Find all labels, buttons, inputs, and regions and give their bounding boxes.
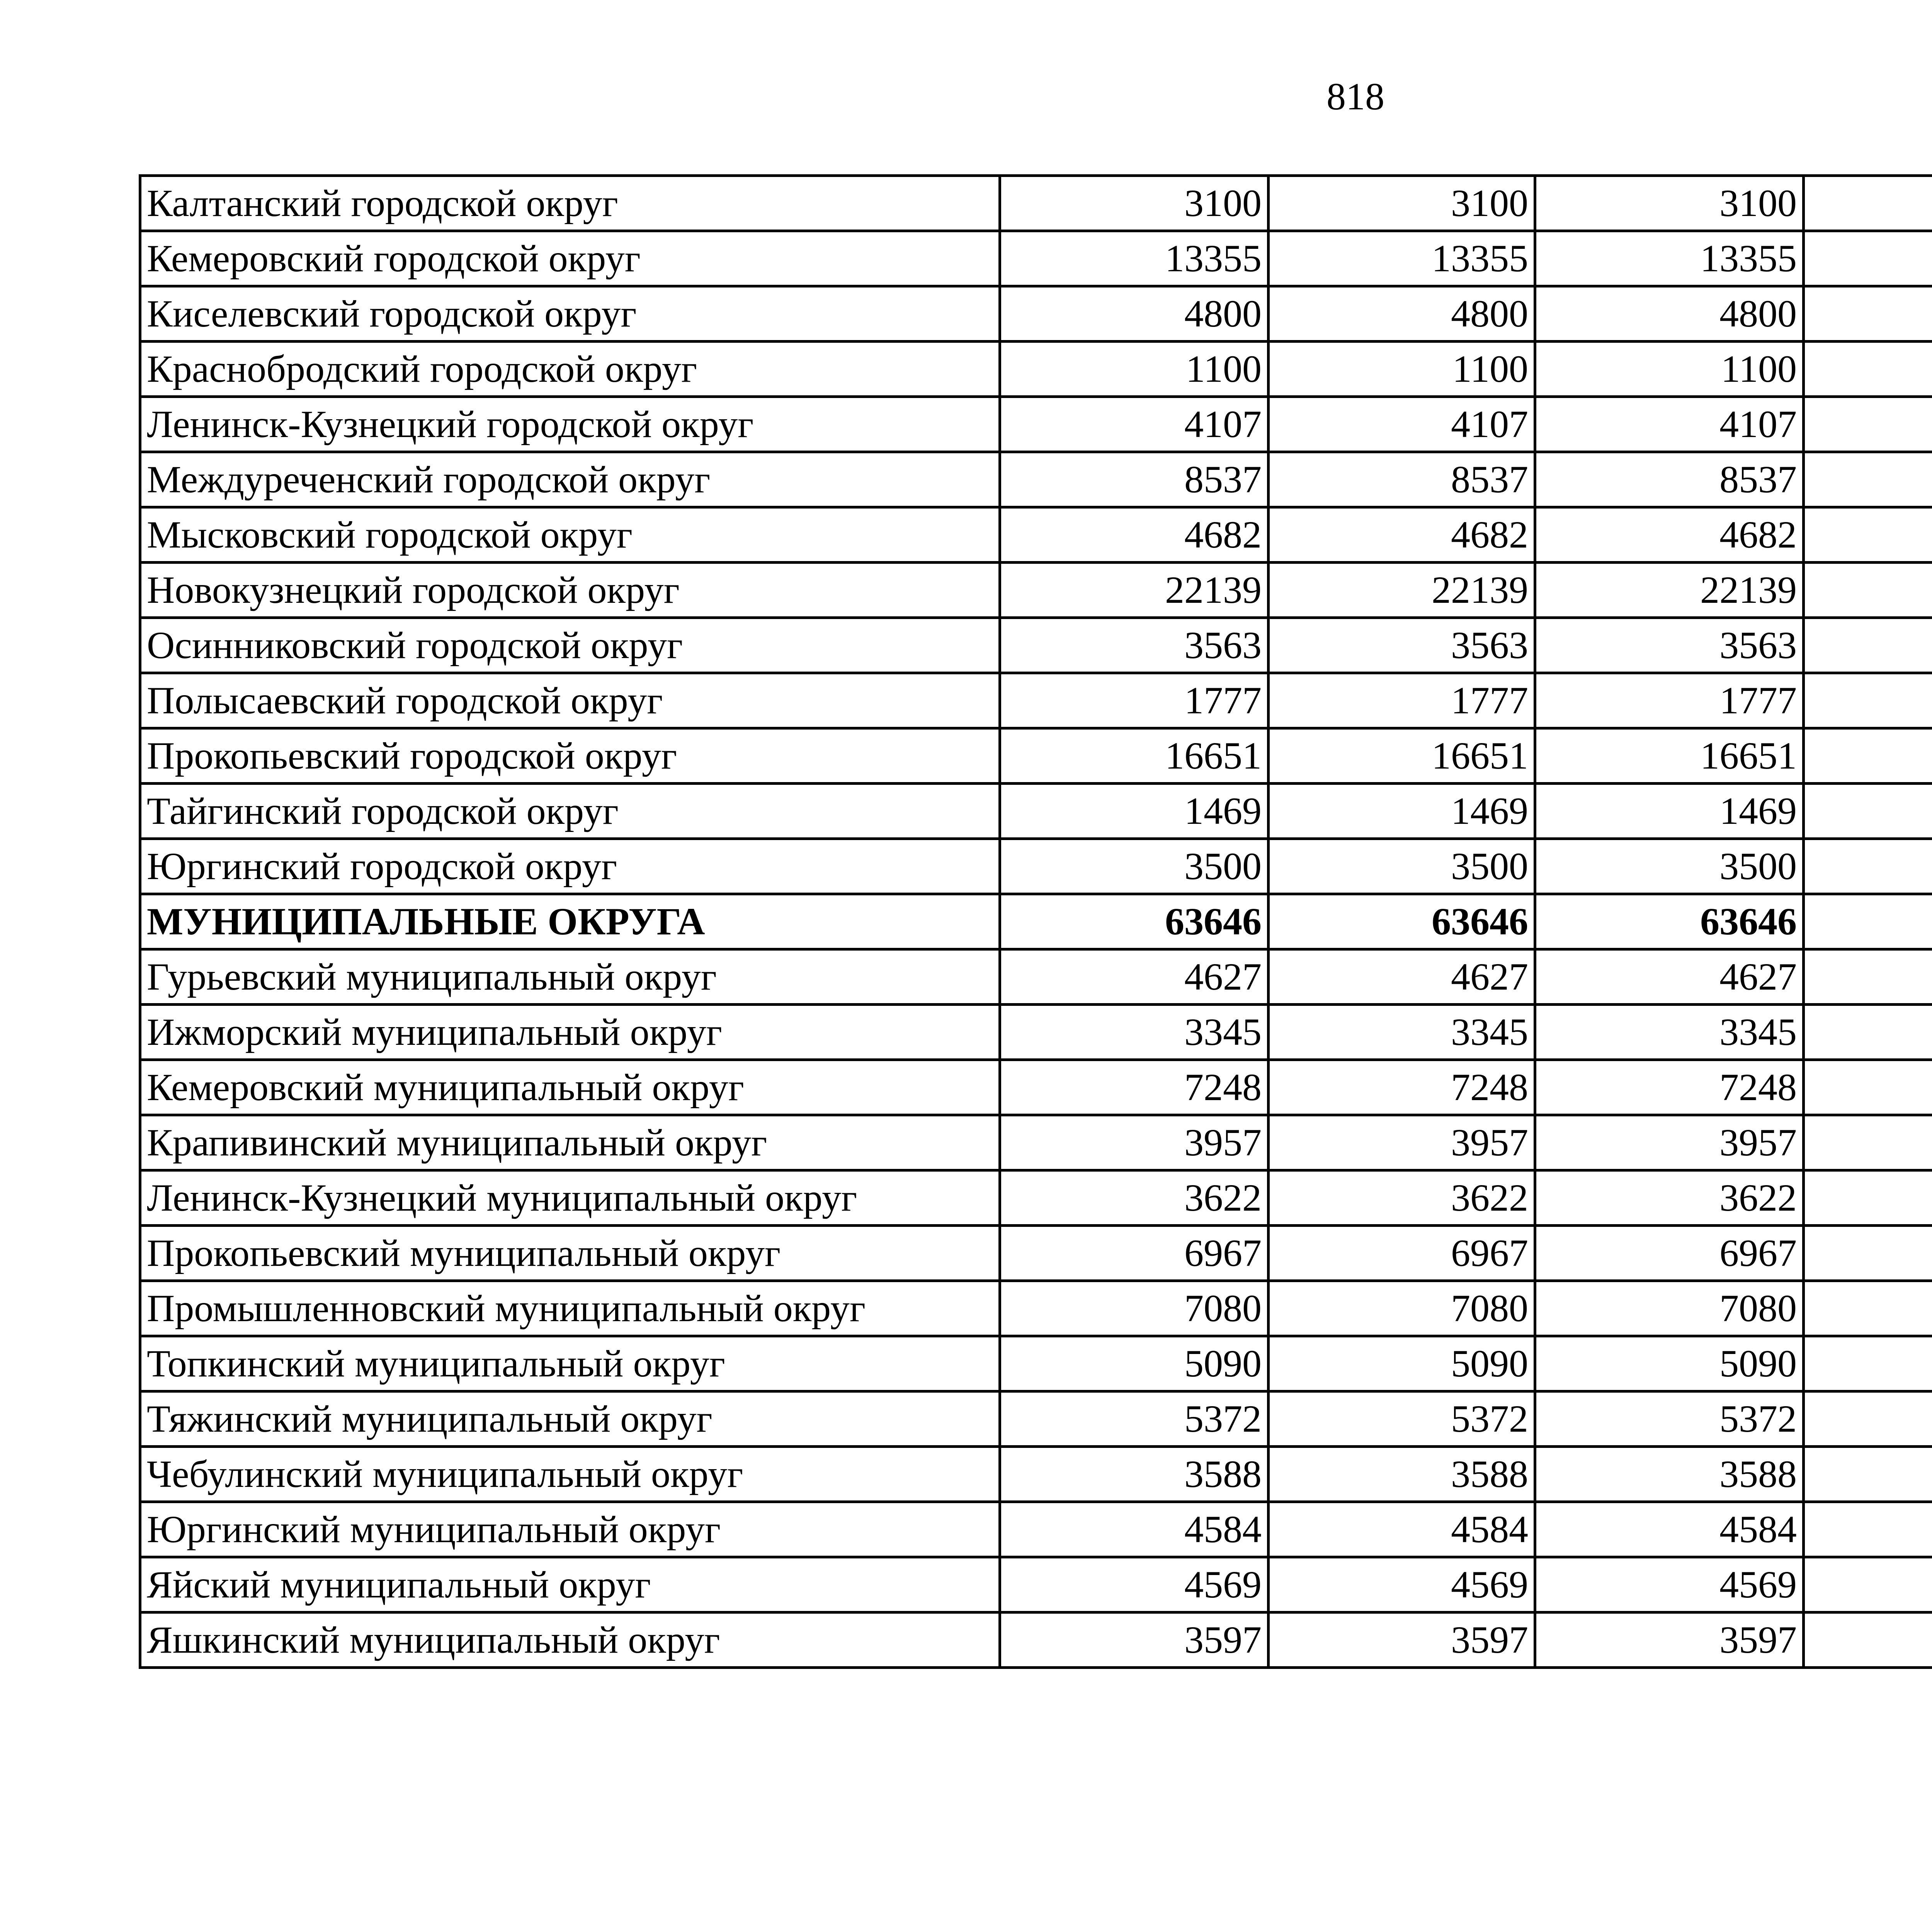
value-cell-2: 4569 bbox=[1269, 1557, 1535, 1613]
value-cell-1: 1469 bbox=[1000, 784, 1269, 839]
value-cell-1: 1777 bbox=[1000, 673, 1269, 728]
table-row bbox=[140, 342, 1932, 397]
value-cell-2: 3622 bbox=[1269, 1170, 1535, 1226]
table-row bbox=[140, 784, 1932, 839]
row-name-cell: Осинниковский городской округ bbox=[140, 618, 1000, 673]
value-cell-3: 3563 bbox=[1535, 618, 1804, 673]
value-cell-3: 1100 bbox=[1535, 342, 1804, 397]
row-name-cell: Кемеровский муниципальный округ bbox=[140, 1060, 1000, 1115]
value-cell-4 bbox=[1804, 1115, 1932, 1170]
row-name-cell: МУНИЦИПАЛЬНЫЕ ОКРУГА bbox=[140, 894, 1000, 949]
table-row bbox=[140, 1447, 1932, 1502]
table-row bbox=[140, 1613, 1932, 1668]
table-row bbox=[140, 618, 1932, 673]
value-cell-4 bbox=[1804, 1613, 1932, 1668]
row-name-cell: Яшкинский муниципальный округ bbox=[140, 1613, 1000, 1668]
value-cell-3: 8537 bbox=[1535, 452, 1804, 507]
row-name-cell: Междуреченский городской округ bbox=[140, 452, 1000, 507]
value-cell-4 bbox=[1804, 563, 1932, 618]
value-cell-3: 6967 bbox=[1535, 1226, 1804, 1281]
table-row bbox=[140, 1336, 1932, 1391]
value-cell-1: 6967 bbox=[1000, 1226, 1269, 1281]
value-cell-2: 3500 bbox=[1269, 839, 1535, 894]
row-name-cell: Яйский муниципальный округ bbox=[140, 1557, 1000, 1613]
value-cell-2: 3345 bbox=[1269, 1005, 1535, 1060]
value-cell-4 bbox=[1804, 728, 1932, 784]
value-cell-2: 4107 bbox=[1269, 397, 1535, 452]
row-name-cell: Промышленновский муниципальный округ bbox=[140, 1281, 1000, 1336]
table-row bbox=[140, 507, 1932, 563]
value-cell-4 bbox=[1804, 1447, 1932, 1502]
table-row bbox=[140, 563, 1932, 618]
value-cell-1: 7248 bbox=[1000, 1060, 1269, 1115]
value-cell-3: 16651 bbox=[1535, 728, 1804, 784]
value-cell-1: 16651 bbox=[1000, 728, 1269, 784]
value-cell-3: 3597 bbox=[1535, 1613, 1804, 1668]
value-cell-2: 1777 bbox=[1269, 673, 1535, 728]
row-name-cell: Кемеровский городской округ bbox=[140, 231, 1000, 286]
value-cell-2: 5090 bbox=[1269, 1336, 1535, 1391]
value-cell-4 bbox=[1804, 1336, 1932, 1391]
value-cell-1: 7080 bbox=[1000, 1281, 1269, 1336]
table-row bbox=[140, 452, 1932, 507]
value-cell-3: 4627 bbox=[1535, 949, 1804, 1005]
value-cell-4 bbox=[1804, 1170, 1932, 1226]
value-cell-3: 4584 bbox=[1535, 1502, 1804, 1557]
row-name-cell: Новокузнецкий городской округ bbox=[140, 563, 1000, 618]
row-name-cell: Ленинск-Кузнецкий муниципальный округ bbox=[140, 1170, 1000, 1226]
value-cell-4 bbox=[1804, 1391, 1932, 1447]
table-row bbox=[140, 1005, 1932, 1060]
row-name-cell: Киселевский городской округ bbox=[140, 286, 1000, 342]
value-cell-1: 3345 bbox=[1000, 1005, 1269, 1060]
value-cell-3: 1469 bbox=[1535, 784, 1804, 839]
value-cell-2: 7080 bbox=[1269, 1281, 1535, 1336]
value-cell-2: 3957 bbox=[1269, 1115, 1535, 1170]
value-cell-4 bbox=[1804, 1060, 1932, 1115]
value-cell-3: 7080 bbox=[1535, 1281, 1804, 1336]
row-name-cell: Калтанский городской округ bbox=[140, 176, 1000, 231]
value-cell-2: 4584 bbox=[1269, 1502, 1535, 1557]
value-cell-1: 63646 bbox=[1000, 894, 1269, 949]
value-cell-4 bbox=[1804, 176, 1932, 231]
value-cell-1: 4569 bbox=[1000, 1557, 1269, 1613]
table-row bbox=[140, 286, 1932, 342]
value-cell-2: 3100 bbox=[1269, 176, 1535, 231]
value-cell-4 bbox=[1804, 1281, 1932, 1336]
value-cell-3: 3500 bbox=[1535, 839, 1804, 894]
value-cell-2: 16651 bbox=[1269, 728, 1535, 784]
table-row bbox=[140, 673, 1932, 728]
row-name-cell: Ижморский муниципальный округ bbox=[140, 1005, 1000, 1060]
value-cell-2: 22139 bbox=[1269, 563, 1535, 618]
page-number: 818 bbox=[1327, 75, 1384, 118]
value-cell-2: 1100 bbox=[1269, 342, 1535, 397]
value-cell-1: 4584 bbox=[1000, 1502, 1269, 1557]
row-name-cell: Юргинский городской округ bbox=[140, 839, 1000, 894]
table-row bbox=[140, 839, 1932, 894]
row-name-cell: Прокопьевский городской округ bbox=[140, 728, 1000, 784]
row-name-cell: Полысаевский городской округ bbox=[140, 673, 1000, 728]
value-cell-1: 1100 bbox=[1000, 342, 1269, 397]
value-cell-3: 3588 bbox=[1535, 1447, 1804, 1502]
row-name-cell: Тяжинский муниципальный округ bbox=[140, 1391, 1000, 1447]
row-name-cell: Крапивинский муниципальный округ bbox=[140, 1115, 1000, 1170]
table-row bbox=[140, 231, 1932, 286]
value-cell-4 bbox=[1804, 1226, 1932, 1281]
value-cell-3: 3957 bbox=[1535, 1115, 1804, 1170]
value-cell-4 bbox=[1804, 618, 1932, 673]
value-cell-3: 4800 bbox=[1535, 286, 1804, 342]
row-name-cell: Гурьевский муниципальный округ bbox=[140, 949, 1000, 1005]
table-row bbox=[140, 949, 1932, 1005]
table-row bbox=[140, 1391, 1932, 1447]
value-cell-4 bbox=[1804, 894, 1932, 949]
row-name-cell: Прокопьевский муниципальный округ bbox=[140, 1226, 1000, 1281]
value-cell-1: 3588 bbox=[1000, 1447, 1269, 1502]
value-cell-1: 3100 bbox=[1000, 176, 1269, 231]
table-row bbox=[140, 397, 1932, 452]
value-cell-4 bbox=[1804, 286, 1932, 342]
value-cell-3: 3100 bbox=[1535, 176, 1804, 231]
value-cell-1: 3597 bbox=[1000, 1613, 1269, 1668]
value-cell-3: 3345 bbox=[1535, 1005, 1804, 1060]
value-cell-1: 4682 bbox=[1000, 507, 1269, 563]
value-cell-4 bbox=[1804, 1502, 1932, 1557]
table-row bbox=[140, 728, 1932, 784]
value-cell-4 bbox=[1804, 1557, 1932, 1613]
value-cell-4 bbox=[1804, 949, 1932, 1005]
value-cell-4 bbox=[1804, 452, 1932, 507]
value-cell-2: 13355 bbox=[1269, 231, 1535, 286]
value-cell-1: 3957 bbox=[1000, 1115, 1269, 1170]
value-cell-3: 13355 bbox=[1535, 231, 1804, 286]
row-name-cell: Краснобродский городской округ bbox=[140, 342, 1000, 397]
value-cell-3: 63646 bbox=[1535, 894, 1804, 949]
value-cell-1: 3563 bbox=[1000, 618, 1269, 673]
value-cell-1: 5372 bbox=[1000, 1391, 1269, 1447]
table-row bbox=[140, 1557, 1932, 1613]
value-cell-4 bbox=[1804, 397, 1932, 452]
value-cell-3: 4107 bbox=[1535, 397, 1804, 452]
value-cell-3: 7248 bbox=[1535, 1060, 1804, 1115]
value-cell-1: 3500 bbox=[1000, 839, 1269, 894]
value-cell-3: 4682 bbox=[1535, 507, 1804, 563]
value-cell-2: 4800 bbox=[1269, 286, 1535, 342]
value-cell-3: 5372 bbox=[1535, 1391, 1804, 1447]
value-cell-3: 4569 bbox=[1535, 1557, 1804, 1613]
value-cell-4 bbox=[1804, 342, 1932, 397]
value-cell-4 bbox=[1804, 507, 1932, 563]
value-cell-2: 8537 bbox=[1269, 452, 1535, 507]
table-row bbox=[140, 1502, 1932, 1557]
table-row bbox=[140, 1115, 1932, 1170]
value-cell-2: 3563 bbox=[1269, 618, 1535, 673]
table-row bbox=[140, 1170, 1932, 1226]
value-cell-4 bbox=[1804, 784, 1932, 839]
value-cell-1: 5090 bbox=[1000, 1336, 1269, 1391]
value-cell-3: 22139 bbox=[1535, 563, 1804, 618]
value-cell-2: 1469 bbox=[1269, 784, 1535, 839]
value-cell-1: 8537 bbox=[1000, 452, 1269, 507]
table-row bbox=[140, 176, 1932, 231]
value-cell-1: 4107 bbox=[1000, 397, 1269, 452]
value-cell-2: 3597 bbox=[1269, 1613, 1535, 1668]
value-cell-2: 5372 bbox=[1269, 1391, 1535, 1447]
value-cell-1: 3622 bbox=[1000, 1170, 1269, 1226]
table-row-section-header bbox=[140, 894, 1932, 949]
table-row bbox=[140, 1060, 1932, 1115]
row-name-cell: Тайгинский городской округ bbox=[140, 784, 1000, 839]
value-cell-4 bbox=[1804, 673, 1932, 728]
table-row bbox=[140, 1226, 1932, 1281]
value-cell-1: 4627 bbox=[1000, 949, 1269, 1005]
value-cell-2: 6967 bbox=[1269, 1226, 1535, 1281]
value-cell-3: 3622 bbox=[1535, 1170, 1804, 1226]
value-cell-4 bbox=[1804, 839, 1932, 894]
row-name-cell: Ленинск-Кузнецкий городской округ bbox=[140, 397, 1000, 452]
value-cell-1: 13355 bbox=[1000, 231, 1269, 286]
value-cell-2: 7248 bbox=[1269, 1060, 1535, 1115]
value-cell-2: 63646 bbox=[1269, 894, 1535, 949]
row-name-cell: Чебулинский муниципальный округ bbox=[140, 1447, 1000, 1502]
value-cell-4 bbox=[1804, 1005, 1932, 1060]
row-name-cell: Юргинский муниципальный округ bbox=[140, 1502, 1000, 1557]
value-cell-2: 3588 bbox=[1269, 1447, 1535, 1502]
value-cell-2: 4682 bbox=[1269, 507, 1535, 563]
budget-table bbox=[139, 174, 1932, 1669]
value-cell-1: 22139 bbox=[1000, 563, 1269, 618]
value-cell-2: 4627 bbox=[1269, 949, 1535, 1005]
value-cell-4 bbox=[1804, 231, 1932, 286]
value-cell-3: 1777 bbox=[1535, 673, 1804, 728]
table-body bbox=[140, 176, 1932, 1668]
value-cell-3: 5090 bbox=[1535, 1336, 1804, 1391]
row-name-cell: Мысковский городской округ bbox=[140, 507, 1000, 563]
value-cell-1: 4800 bbox=[1000, 286, 1269, 342]
table-row bbox=[140, 1281, 1932, 1336]
row-name-cell: Топкинский муниципальный округ bbox=[140, 1336, 1000, 1391]
